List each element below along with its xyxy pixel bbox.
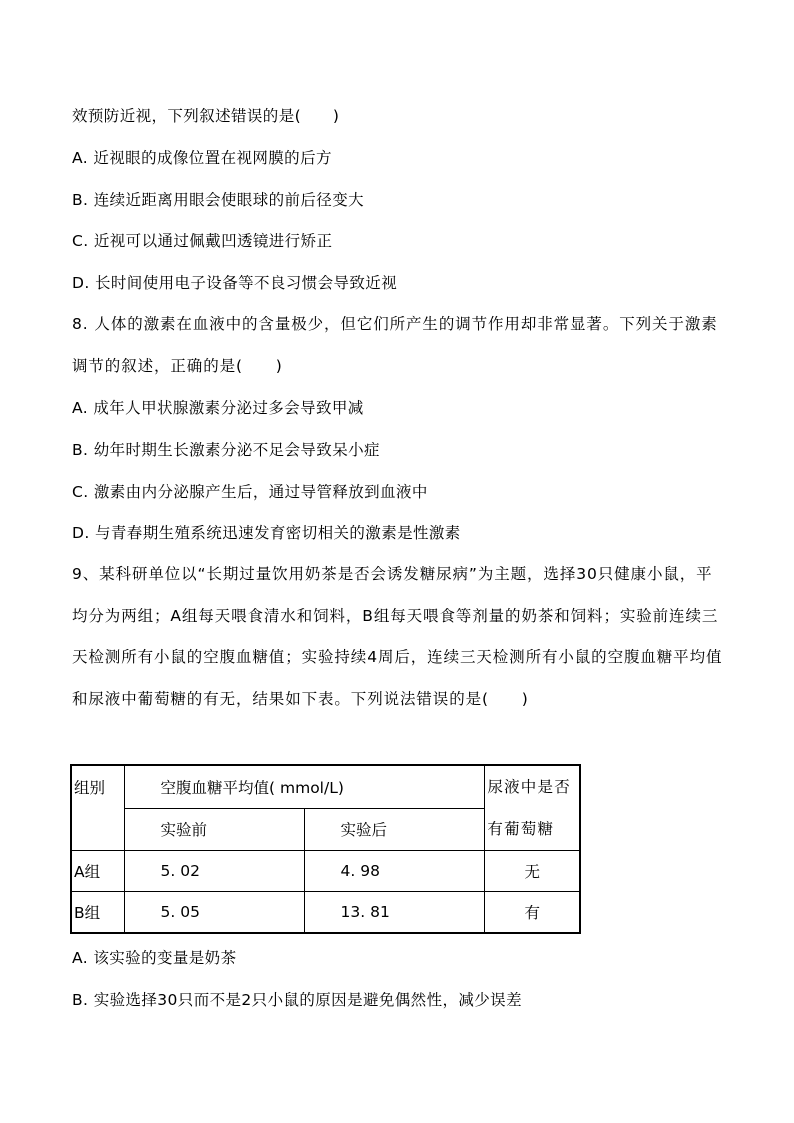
question-9-option-a: A. 该实验的变量是奶茶 [72,949,237,967]
header-fasting-glucose: 空腹血糖平均值( mmol/L) [124,765,485,808]
cell-urine: 无 [485,851,580,892]
header-group: 组别 [71,765,124,851]
question-8-option-c: C. 激素由内分泌腺产生后，通过导管释放到血液中 [72,483,428,501]
question-8-stem: 8. 人体的激素在血液中的含量极少，但它们所产生的调节作用却非常显著。下列关于激素调节的叙述，正确的是( ) [72,315,718,375]
question-7-stem-tail: 效预防近视，下列叙述错误的是( ) [72,107,340,125]
question-7-option-b: B. 连续近距离用眼会使眼球的前后径变大 [72,191,364,209]
question-8-option-a: A. 成年人甲状腺激素分泌过多会导致甲减 [72,399,364,417]
header-after: 实验后 [304,808,485,851]
question-9-option-b: B. 实验选择30只而不是2只小鼠的原因是避免偶然性，减少误差 [72,991,522,1009]
question-9-stem: 9、某科研单位以“长期过量饮用奶茶是否会诱发糖尿病”为主题，选择30只健康小鼠，平均分为两组；A组每天喂食清水和饲料，B组每天喂食等剂量的奶茶和饲料；实验前连续三天检测所有小鼠的空腹血糖值；实验持续4周后，连续三天检测所有小鼠的空腹血糖平均值和尿液中葡萄糖的有无，结果如下表。下列说法错误的是( ) [72,565,723,708]
results-table [70,764,581,934]
question-8-option-b: B. 幼年时期生长激素分泌不足会导致呆小症 [72,441,380,459]
table-row [71,851,580,892]
cell-after: 13. 81 [304,892,485,934]
question-8-option-d: D. 与青春期生殖系统迅速发育密切相关的激素是性激素 [72,524,461,542]
cell-urine: 有 [485,892,580,934]
cell-before: 5. 05 [124,892,304,934]
header-before: 实验前 [124,808,304,851]
cell-after: 4. 98 [304,851,485,892]
cell-group: B组 [71,892,124,934]
question-7-option-c: C. 近视可以通过佩戴凹透镜进行矫正 [72,232,333,250]
cell-group: A组 [71,851,124,892]
question-7-option-d: D. 长时间使用电子设备等不良习惯会导致近视 [72,274,398,292]
table-row [71,892,580,934]
table-header-row [71,765,580,808]
cell-before: 5. 02 [124,851,304,892]
question-7-option-a: A. 近视眼的成像位置在视网膜的后方 [72,149,332,167]
header-urine-glucose: 尿液中是否有葡萄糖 [485,765,580,851]
